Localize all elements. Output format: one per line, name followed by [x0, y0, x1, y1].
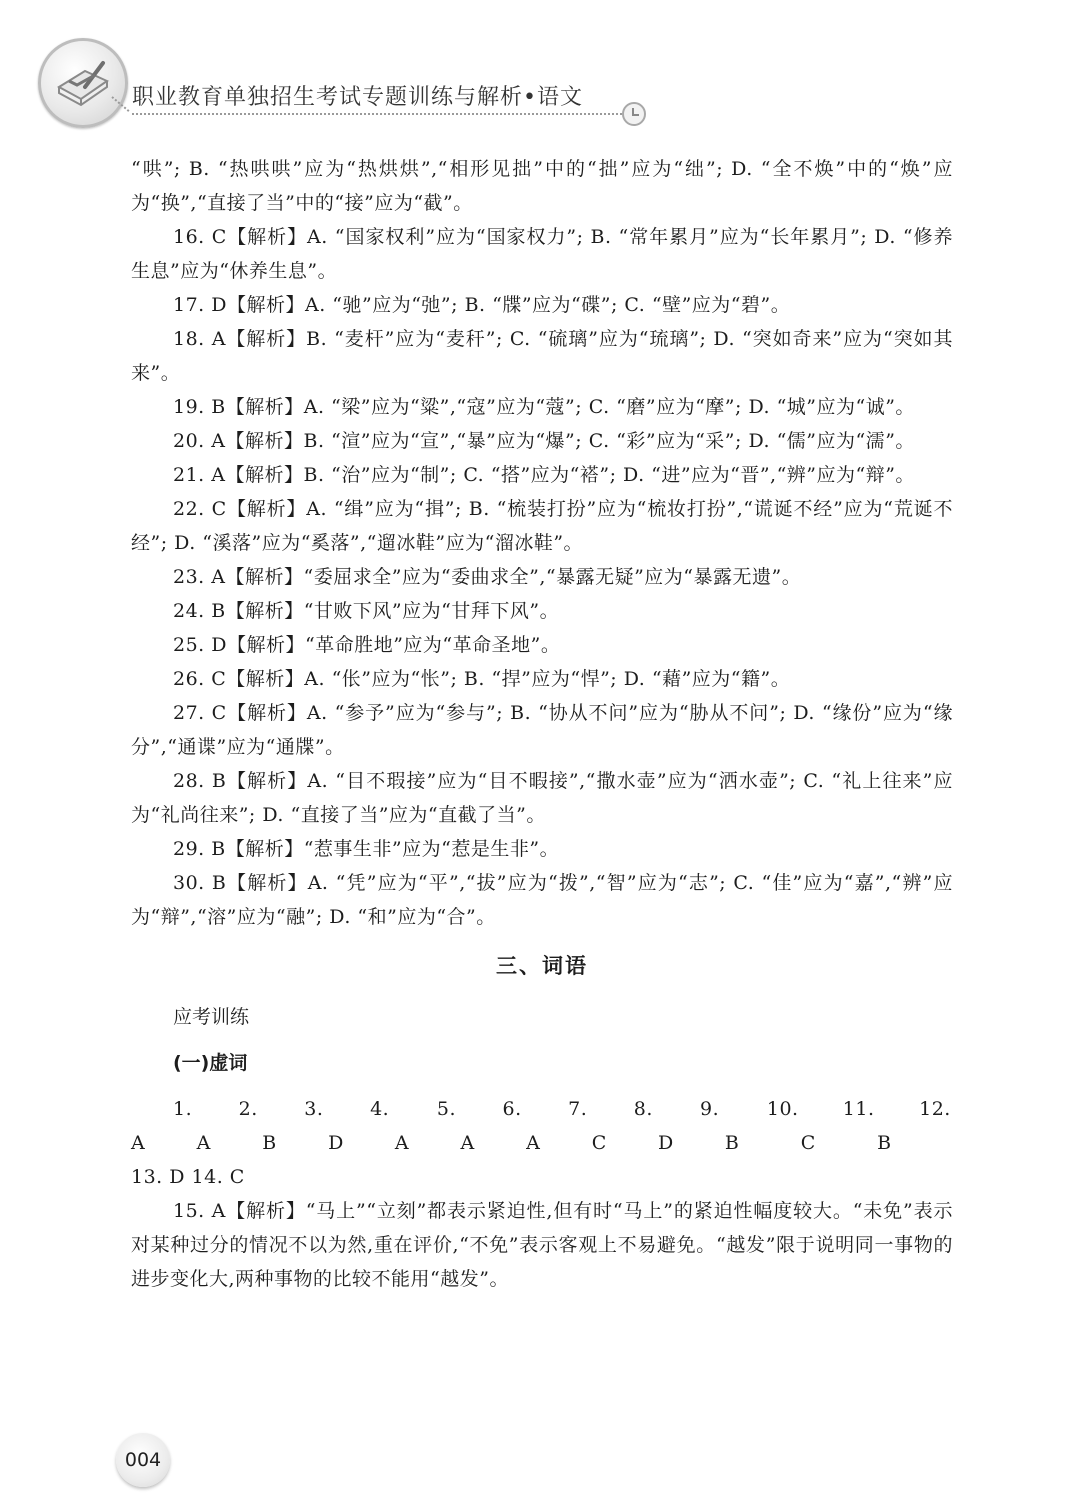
answer-key-row: [131, 1092, 953, 1160]
subheading: (一)虚词: [173, 1052, 248, 1074]
answer-item-23: 23. A【解析】“委屈求全”应为“委曲求全”,“暴露无疑”应为“暴露无遗”。: [173, 566, 802, 588]
answer-key-item: 10. B: [724, 1098, 799, 1154]
answer-key-item: 3. B: [262, 1098, 324, 1154]
answer-item-18: 18. A【解析】B. “麦杆”应为“麦秆”; C. “硫璃”应为“琉璃”; D. “突如奇来”应为“突如其来”。: [131, 328, 953, 384]
answer-item-19: 19. B【解析】A. “梁”应为“粱”,“寇”应为“蔻”; C. “磨”应为“摩”; D. “城”应为“诚”。: [173, 396, 915, 418]
answer-item-20: 20. A【解析】B. “渲”应为“宣”,“暴”应为“爆”; C. “彩”应为“采”; D. “儒”应为“濡”。: [173, 430, 915, 452]
answer-key-item: 2. A: [196, 1098, 258, 1154]
header-divider: [132, 113, 622, 115]
answer-item-22: 22. C【解析】A. “缉”应为“揖”; B. “梳装打扮”应为“梳妆打扮”,“谎诞不经”应为“荒诞不经”; D. “溪落”应为“奚落”,“遛冰鞋”应为“溜冰鞋”。: [131, 498, 953, 554]
answer-key-item: 6. A: [460, 1098, 522, 1154]
answer-item-26: 26. C【解析】A. “伥”应为“怅”; B. “捍”应为“悍”; D. “藉”应为“籍”。: [173, 668, 791, 690]
answer-key-row-2: 13. D 14. C: [131, 1166, 245, 1188]
answer-item-29: 29. B【解析】“惹事生非”应为“惹是生非”。: [173, 838, 560, 860]
answer-item-16: 16. C【解析】A. “国家权利”应为“国家权力”; B. “常年累月”应为“长年累月”; D. “修养生息”应为“休养生息”。: [131, 226, 953, 282]
answer-key-item: 1. A: [131, 1098, 193, 1154]
page-number: 004: [116, 1433, 170, 1487]
answer-key-item: 9. D: [658, 1098, 720, 1154]
answer-key-item: 12. B: [877, 1098, 951, 1154]
answer-key-item: 11. C: [800, 1098, 875, 1154]
answer-item-27: 27. C【解析】A. “参予”应为“参与”; B. “协从不问”应为“胁从不问”; D. “缘份”应为“缘分”,“通谍”应为“通牒”。: [131, 702, 953, 758]
answer-key-item: 4. D: [328, 1098, 390, 1154]
book-title: 职业教育单独招生考试专题训练与解析•语文: [132, 85, 583, 110]
answer-item-17: 17. D【解析】A. “驰”应为“弛”; B. “牒”应为“碟”; C. “壁”应为“碧”。: [173, 294, 791, 316]
answer-key-item: 5. A: [394, 1098, 457, 1154]
answer-item-28: 28. B【解析】A. “目不瑕接”应为“目不暇接”,“撒水壶”应为“洒水壶”; C. “礼上往来”应为“礼尚往来”; D. “直接了当”应为“直截了当”。: [131, 770, 953, 826]
answer-item-24: 24. B【解析】“甘败下风”应为“甘拜下风”。: [173, 600, 560, 622]
clock-icon: [622, 102, 646, 126]
book-logo-icon: [38, 38, 128, 128]
subsection-label: 应考训练: [173, 1006, 250, 1028]
answer-item-21: 21. A【解析】B. “治”应为“制”; C. “搭”应为“褡”; D. “进”应为“晋”,“辨”应为“辩”。: [173, 464, 915, 486]
continued-paragraph: “哄”; B. “热哄哄”应为“热烘烘”,“相形见拙”中的“拙”应为“绌”; D. “全不焕”中的“焕”应为“换”,“直接了当”中的“接”应为“截”。: [131, 158, 953, 214]
answer-item-25: 25. D【解析】“革命胜地”应为“革命圣地”。: [173, 634, 561, 656]
page-header: [0, 0, 1082, 140]
answer-key-item: 7. A: [526, 1098, 588, 1154]
page-content: [131, 152, 953, 1296]
answer-item-15: 15. A【解析】“马上”“立刻”都表示紧迫性,但有时“马上”的紧迫性幅度较大。“未免”表示对某种过分的情况不以为然,重在评价,“不免”表示客观上不易避免。“越发”限于说明同一事物的进步变化大,两种事物的比较不能用“越发”。: [131, 1200, 953, 1290]
answer-item-30: 30. B【解析】A. “凭”应为“平”,“拔”应为“拨”,“智”应为“志”; C. “佳”应为“嘉”,“辨”应为“辩”,“溶”应为“融”; D. “和”应为“合”。: [131, 872, 953, 928]
answer-key-item: 8. C: [591, 1098, 653, 1154]
section-title: 三、词语: [496, 954, 588, 978]
